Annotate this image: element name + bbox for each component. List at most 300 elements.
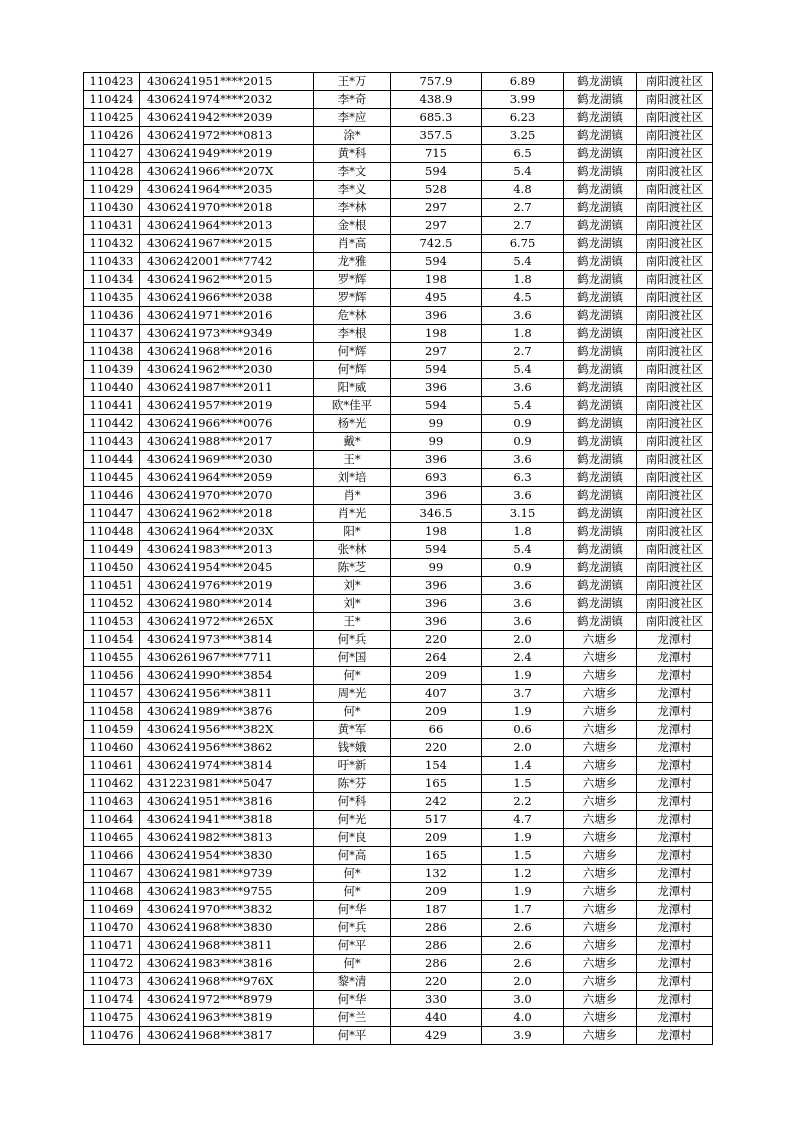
- serial-number-cell: 110431: [84, 217, 140, 235]
- id-number-cell: 4306241968****3830: [140, 919, 314, 937]
- id-number-cell: 4306241966****207X: [140, 163, 314, 181]
- serial-number-cell: 110429: [84, 181, 140, 199]
- village-cell: 南阳渡社区: [637, 127, 713, 145]
- area-cell: 2.6: [482, 937, 564, 955]
- township-cell: 鹤龙湖镇: [564, 217, 637, 235]
- village-cell: 南阳渡社区: [637, 289, 713, 307]
- area-cell: 1.8: [482, 523, 564, 541]
- amount-cell: 198: [391, 523, 482, 541]
- township-cell: 鹤龙湖镇: [564, 469, 637, 487]
- township-cell: 鹤龙湖镇: [564, 145, 637, 163]
- area-cell: 4.5: [482, 289, 564, 307]
- table-row: [84, 163, 713, 181]
- amount-cell: 154: [391, 757, 482, 775]
- name-cell: 黄*军: [314, 721, 391, 739]
- id-number-cell: 4306241970****3832: [140, 901, 314, 919]
- township-cell: 六塘乡: [564, 631, 637, 649]
- area-cell: 1.8: [482, 271, 564, 289]
- township-cell: 鹤龙湖镇: [564, 109, 637, 127]
- serial-number-cell: 110437: [84, 325, 140, 343]
- village-cell: 南阳渡社区: [637, 271, 713, 289]
- township-cell: 六塘乡: [564, 901, 637, 919]
- serial-number-cell: 110460: [84, 739, 140, 757]
- township-cell: 六塘乡: [564, 775, 637, 793]
- area-cell: 4.0: [482, 1009, 564, 1027]
- village-cell: 南阳渡社区: [637, 73, 713, 91]
- village-cell: 南阳渡社区: [637, 109, 713, 127]
- serial-number-cell: 110435: [84, 289, 140, 307]
- roster-body: [84, 73, 713, 1045]
- village-cell: 龙潭村: [637, 847, 713, 865]
- serial-number-cell: 110470: [84, 919, 140, 937]
- serial-number-cell: 110464: [84, 811, 140, 829]
- township-cell: 鹤龙湖镇: [564, 325, 637, 343]
- area-cell: 1.7: [482, 901, 564, 919]
- name-cell: 罗*辉: [314, 271, 391, 289]
- id-number-cell: 4306241988****2017: [140, 433, 314, 451]
- table-row: [84, 775, 713, 793]
- amount-cell: 209: [391, 703, 482, 721]
- table-row: [84, 325, 713, 343]
- township-cell: 六塘乡: [564, 865, 637, 883]
- area-cell: 3.9: [482, 1027, 564, 1045]
- name-cell: 王*: [314, 451, 391, 469]
- id-number-cell: 4306241954****3830: [140, 847, 314, 865]
- id-number-cell: 4306241941****3818: [140, 811, 314, 829]
- name-cell: 李*应: [314, 109, 391, 127]
- serial-number-cell: 110443: [84, 433, 140, 451]
- table-row: [84, 73, 713, 91]
- table-row: [84, 739, 713, 757]
- serial-number-cell: 110471: [84, 937, 140, 955]
- serial-number-cell: 110444: [84, 451, 140, 469]
- village-cell: 南阳渡社区: [637, 415, 713, 433]
- village-cell: 南阳渡社区: [637, 145, 713, 163]
- serial-number-cell: 110475: [84, 1009, 140, 1027]
- amount-cell: 438.9: [391, 91, 482, 109]
- area-cell: 2.0: [482, 631, 564, 649]
- village-cell: 龙潭村: [637, 811, 713, 829]
- amount-cell: 286: [391, 919, 482, 937]
- serial-number-cell: 110468: [84, 883, 140, 901]
- township-cell: 鹤龙湖镇: [564, 199, 637, 217]
- township-cell: 六塘乡: [564, 847, 637, 865]
- table-row: [84, 361, 713, 379]
- village-cell: 南阳渡社区: [637, 91, 713, 109]
- township-cell: 鹤龙湖镇: [564, 451, 637, 469]
- area-cell: 1.5: [482, 847, 564, 865]
- serial-number-cell: 110458: [84, 703, 140, 721]
- id-number-cell: 4306241949****2019: [140, 145, 314, 163]
- amount-cell: 264: [391, 649, 482, 667]
- village-cell: 龙潭村: [637, 685, 713, 703]
- area-cell: 3.6: [482, 307, 564, 325]
- village-cell: 南阳渡社区: [637, 361, 713, 379]
- name-cell: 何*兵: [314, 919, 391, 937]
- name-cell: 何*: [314, 667, 391, 685]
- township-cell: 六塘乡: [564, 955, 637, 973]
- table-row: [84, 307, 713, 325]
- amount-cell: 242: [391, 793, 482, 811]
- serial-number-cell: 110476: [84, 1027, 140, 1045]
- id-number-cell: 4306241968****3817: [140, 1027, 314, 1045]
- id-number-cell: 4306241971****2016: [140, 307, 314, 325]
- amount-cell: 440: [391, 1009, 482, 1027]
- table-row: [84, 415, 713, 433]
- serial-number-cell: 110445: [84, 469, 140, 487]
- id-number-cell: 4306241964****203X: [140, 523, 314, 541]
- name-cell: 何*良: [314, 829, 391, 847]
- amount-cell: 396: [391, 379, 482, 397]
- id-number-cell: 4306241972****8979: [140, 991, 314, 1009]
- township-cell: 鹤龙湖镇: [564, 433, 637, 451]
- serial-number-cell: 110457: [84, 685, 140, 703]
- name-cell: 何*光: [314, 811, 391, 829]
- table-row: [84, 253, 713, 271]
- village-cell: 龙潭村: [637, 757, 713, 775]
- serial-number-cell: 110455: [84, 649, 140, 667]
- table-row: [84, 865, 713, 883]
- township-cell: 鹤龙湖镇: [564, 271, 637, 289]
- name-cell: 刘*: [314, 577, 391, 595]
- name-cell: 何*高: [314, 847, 391, 865]
- id-number-cell: 4306241956****382X: [140, 721, 314, 739]
- area-cell: 6.75: [482, 235, 564, 253]
- name-cell: 李*奇: [314, 91, 391, 109]
- amount-cell: 685.3: [391, 109, 482, 127]
- table-row: [84, 919, 713, 937]
- village-cell: 龙潭村: [637, 829, 713, 847]
- id-number-cell: 4306241981****9739: [140, 865, 314, 883]
- name-cell: 阳*: [314, 523, 391, 541]
- amount-cell: 99: [391, 415, 482, 433]
- table-row: [84, 451, 713, 469]
- name-cell: 李*义: [314, 181, 391, 199]
- table-row: [84, 217, 713, 235]
- area-cell: 3.99: [482, 91, 564, 109]
- serial-number-cell: 110472: [84, 955, 140, 973]
- serial-number-cell: 110450: [84, 559, 140, 577]
- township-cell: 六塘乡: [564, 757, 637, 775]
- name-cell: 何*华: [314, 901, 391, 919]
- township-cell: 鹤龙湖镇: [564, 235, 637, 253]
- table-row: [84, 433, 713, 451]
- table-row: [84, 289, 713, 307]
- id-number-cell: 4306241954****2045: [140, 559, 314, 577]
- area-cell: 5.4: [482, 397, 564, 415]
- village-cell: 龙潭村: [637, 703, 713, 721]
- area-cell: 2.7: [482, 343, 564, 361]
- name-cell: 欧*佳平: [314, 397, 391, 415]
- amount-cell: 132: [391, 865, 482, 883]
- name-cell: 龙*雅: [314, 253, 391, 271]
- serial-number-cell: 110449: [84, 541, 140, 559]
- id-number-cell: 4306241976****2019: [140, 577, 314, 595]
- township-cell: 鹤龙湖镇: [564, 289, 637, 307]
- serial-number-cell: 110452: [84, 595, 140, 613]
- township-cell: 六塘乡: [564, 721, 637, 739]
- id-number-cell: 4306241964****2013: [140, 217, 314, 235]
- name-cell: 何*平: [314, 1027, 391, 1045]
- id-number-cell: 4306241942****2039: [140, 109, 314, 127]
- area-cell: 6.3: [482, 469, 564, 487]
- id-number-cell: 4306241968****2016: [140, 343, 314, 361]
- serial-number-cell: 110436: [84, 307, 140, 325]
- serial-number-cell: 110473: [84, 973, 140, 991]
- table-row: [84, 181, 713, 199]
- serial-number-cell: 110465: [84, 829, 140, 847]
- table-row: [84, 667, 713, 685]
- serial-number-cell: 110454: [84, 631, 140, 649]
- name-cell: 李*林: [314, 199, 391, 217]
- village-cell: 龙潭村: [637, 865, 713, 883]
- serial-number-cell: 110466: [84, 847, 140, 865]
- amount-cell: 330: [391, 991, 482, 1009]
- amount-cell: 495: [391, 289, 482, 307]
- serial-number-cell: 110438: [84, 343, 140, 361]
- name-cell: 王*: [314, 613, 391, 631]
- village-cell: 南阳渡社区: [637, 595, 713, 613]
- serial-number-cell: 110434: [84, 271, 140, 289]
- table-row: [84, 829, 713, 847]
- township-cell: 六塘乡: [564, 937, 637, 955]
- area-cell: 1.5: [482, 775, 564, 793]
- area-cell: 5.4: [482, 541, 564, 559]
- amount-cell: 396: [391, 577, 482, 595]
- id-number-cell: 4306241963****3819: [140, 1009, 314, 1027]
- table-row: [84, 505, 713, 523]
- amount-cell: 286: [391, 937, 482, 955]
- area-cell: 3.6: [482, 451, 564, 469]
- id-number-cell: 4306241966****2038: [140, 289, 314, 307]
- area-cell: 3.6: [482, 379, 564, 397]
- id-number-cell: 4306241983****3816: [140, 955, 314, 973]
- amount-cell: 165: [391, 847, 482, 865]
- village-cell: 南阳渡社区: [637, 253, 713, 271]
- village-cell: 龙潭村: [637, 883, 713, 901]
- area-cell: 3.6: [482, 613, 564, 631]
- name-cell: 刘*: [314, 595, 391, 613]
- serial-number-cell: 110426: [84, 127, 140, 145]
- township-cell: 六塘乡: [564, 991, 637, 1009]
- amount-cell: 165: [391, 775, 482, 793]
- township-cell: 鹤龙湖镇: [564, 487, 637, 505]
- name-cell: 何*: [314, 883, 391, 901]
- amount-cell: 757.9: [391, 73, 482, 91]
- village-cell: 南阳渡社区: [637, 613, 713, 631]
- table-row: [84, 955, 713, 973]
- area-cell: 1.8: [482, 325, 564, 343]
- village-cell: 龙潭村: [637, 667, 713, 685]
- name-cell: 何*辉: [314, 361, 391, 379]
- serial-number-cell: 110461: [84, 757, 140, 775]
- village-cell: 南阳渡社区: [637, 487, 713, 505]
- name-cell: 何*国: [314, 649, 391, 667]
- township-cell: 鹤龙湖镇: [564, 181, 637, 199]
- name-cell: 黎*清: [314, 973, 391, 991]
- name-cell: 陈*芝: [314, 559, 391, 577]
- table-row: [84, 703, 713, 721]
- serial-number-cell: 110467: [84, 865, 140, 883]
- village-cell: 南阳渡社区: [637, 379, 713, 397]
- id-number-cell: 4306241966****0076: [140, 415, 314, 433]
- table-row: [84, 559, 713, 577]
- village-cell: 南阳渡社区: [637, 199, 713, 217]
- name-cell: 危*林: [314, 307, 391, 325]
- village-cell: 龙潭村: [637, 901, 713, 919]
- table-row: [84, 91, 713, 109]
- name-cell: 陈*芬: [314, 775, 391, 793]
- area-cell: 2.0: [482, 739, 564, 757]
- village-cell: 南阳渡社区: [637, 541, 713, 559]
- village-cell: 龙潭村: [637, 1027, 713, 1045]
- name-cell: 周*光: [314, 685, 391, 703]
- village-cell: 南阳渡社区: [637, 181, 713, 199]
- name-cell: 吁*新: [314, 757, 391, 775]
- township-cell: 鹤龙湖镇: [564, 397, 637, 415]
- area-cell: 1.9: [482, 829, 564, 847]
- township-cell: 六塘乡: [564, 793, 637, 811]
- id-number-cell: 4306241967****2015: [140, 235, 314, 253]
- township-cell: 六塘乡: [564, 973, 637, 991]
- table-row: [84, 811, 713, 829]
- amount-cell: 220: [391, 739, 482, 757]
- area-cell: 5.4: [482, 253, 564, 271]
- table-row: [84, 487, 713, 505]
- township-cell: 鹤龙湖镇: [564, 307, 637, 325]
- area-cell: 1.9: [482, 703, 564, 721]
- id-number-cell: 4306242001****7742: [140, 253, 314, 271]
- id-number-cell: 4306241968****3811: [140, 937, 314, 955]
- table-row: [84, 721, 713, 739]
- amount-cell: 407: [391, 685, 482, 703]
- name-cell: 罗*辉: [314, 289, 391, 307]
- amount-cell: 429: [391, 1027, 482, 1045]
- serial-number-cell: 110446: [84, 487, 140, 505]
- village-cell: 南阳渡社区: [637, 163, 713, 181]
- name-cell: 李*文: [314, 163, 391, 181]
- township-cell: 六塘乡: [564, 829, 637, 847]
- id-number-cell: 4306241957****2019: [140, 397, 314, 415]
- name-cell: 何*兵: [314, 631, 391, 649]
- id-number-cell: 4306241964****2059: [140, 469, 314, 487]
- amount-cell: 346.5: [391, 505, 482, 523]
- township-cell: 六塘乡: [564, 649, 637, 667]
- serial-number-cell: 110453: [84, 613, 140, 631]
- serial-number-cell: 110423: [84, 73, 140, 91]
- village-cell: 龙潭村: [637, 793, 713, 811]
- serial-number-cell: 110463: [84, 793, 140, 811]
- serial-number-cell: 110448: [84, 523, 140, 541]
- area-cell: 2.2: [482, 793, 564, 811]
- village-cell: 龙潭村: [637, 919, 713, 937]
- name-cell: 肖*光: [314, 505, 391, 523]
- serial-number-cell: 110441: [84, 397, 140, 415]
- amount-cell: 396: [391, 307, 482, 325]
- amount-cell: 396: [391, 595, 482, 613]
- roster-table: [83, 72, 713, 1045]
- township-cell: 鹤龙湖镇: [564, 163, 637, 181]
- table-row: [84, 235, 713, 253]
- name-cell: 何*: [314, 703, 391, 721]
- amount-cell: 517: [391, 811, 482, 829]
- township-cell: 六塘乡: [564, 1027, 637, 1045]
- township-cell: 六塘乡: [564, 703, 637, 721]
- area-cell: 6.5: [482, 145, 564, 163]
- area-cell: 0.9: [482, 415, 564, 433]
- amount-cell: 66: [391, 721, 482, 739]
- amount-cell: 220: [391, 973, 482, 991]
- township-cell: 鹤龙湖镇: [564, 595, 637, 613]
- name-cell: 何*平: [314, 937, 391, 955]
- name-cell: 杨*光: [314, 415, 391, 433]
- area-cell: 2.4: [482, 649, 564, 667]
- amount-cell: 99: [391, 559, 482, 577]
- name-cell: 肖*高: [314, 235, 391, 253]
- area-cell: 2.0: [482, 973, 564, 991]
- table-row: [84, 847, 713, 865]
- serial-number-cell: 110462: [84, 775, 140, 793]
- area-cell: 3.6: [482, 595, 564, 613]
- village-cell: 南阳渡社区: [637, 577, 713, 595]
- serial-number-cell: 110469: [84, 901, 140, 919]
- amount-cell: 742.5: [391, 235, 482, 253]
- amount-cell: 220: [391, 631, 482, 649]
- table-row: [84, 937, 713, 955]
- serial-number-cell: 110427: [84, 145, 140, 163]
- township-cell: 鹤龙湖镇: [564, 379, 637, 397]
- name-cell: 王*万: [314, 73, 391, 91]
- area-cell: 6.23: [482, 109, 564, 127]
- area-cell: 0.9: [482, 433, 564, 451]
- table-row: [84, 991, 713, 1009]
- table-row: [84, 901, 713, 919]
- area-cell: 3.7: [482, 685, 564, 703]
- table-row: [84, 397, 713, 415]
- name-cell: 黄*科: [314, 145, 391, 163]
- table-row: [84, 127, 713, 145]
- table-row: [84, 685, 713, 703]
- table-row: [84, 523, 713, 541]
- id-number-cell: 4306241951****3816: [140, 793, 314, 811]
- area-cell: 3.6: [482, 577, 564, 595]
- name-cell: 何*: [314, 955, 391, 973]
- name-cell: 涂*: [314, 127, 391, 145]
- name-cell: 金*根: [314, 217, 391, 235]
- table-row: [84, 541, 713, 559]
- area-cell: 5.4: [482, 163, 564, 181]
- name-cell: 李*根: [314, 325, 391, 343]
- id-number-cell: 4306241970****2070: [140, 487, 314, 505]
- village-cell: 龙潭村: [637, 649, 713, 667]
- township-cell: 鹤龙湖镇: [564, 577, 637, 595]
- id-number-cell: 4306241956****3811: [140, 685, 314, 703]
- serial-number-cell: 110425: [84, 109, 140, 127]
- serial-number-cell: 110447: [84, 505, 140, 523]
- serial-number-cell: 110439: [84, 361, 140, 379]
- area-cell: 0.6: [482, 721, 564, 739]
- area-cell: 5.4: [482, 361, 564, 379]
- area-cell: 2.6: [482, 955, 564, 973]
- table-row: [84, 577, 713, 595]
- area-cell: 4.8: [482, 181, 564, 199]
- id-number-cell: 4306241956****3862: [140, 739, 314, 757]
- table-row: [84, 883, 713, 901]
- name-cell: 刘*培: [314, 469, 391, 487]
- village-cell: 南阳渡社区: [637, 217, 713, 235]
- area-cell: 2.6: [482, 919, 564, 937]
- village-cell: 南阳渡社区: [637, 325, 713, 343]
